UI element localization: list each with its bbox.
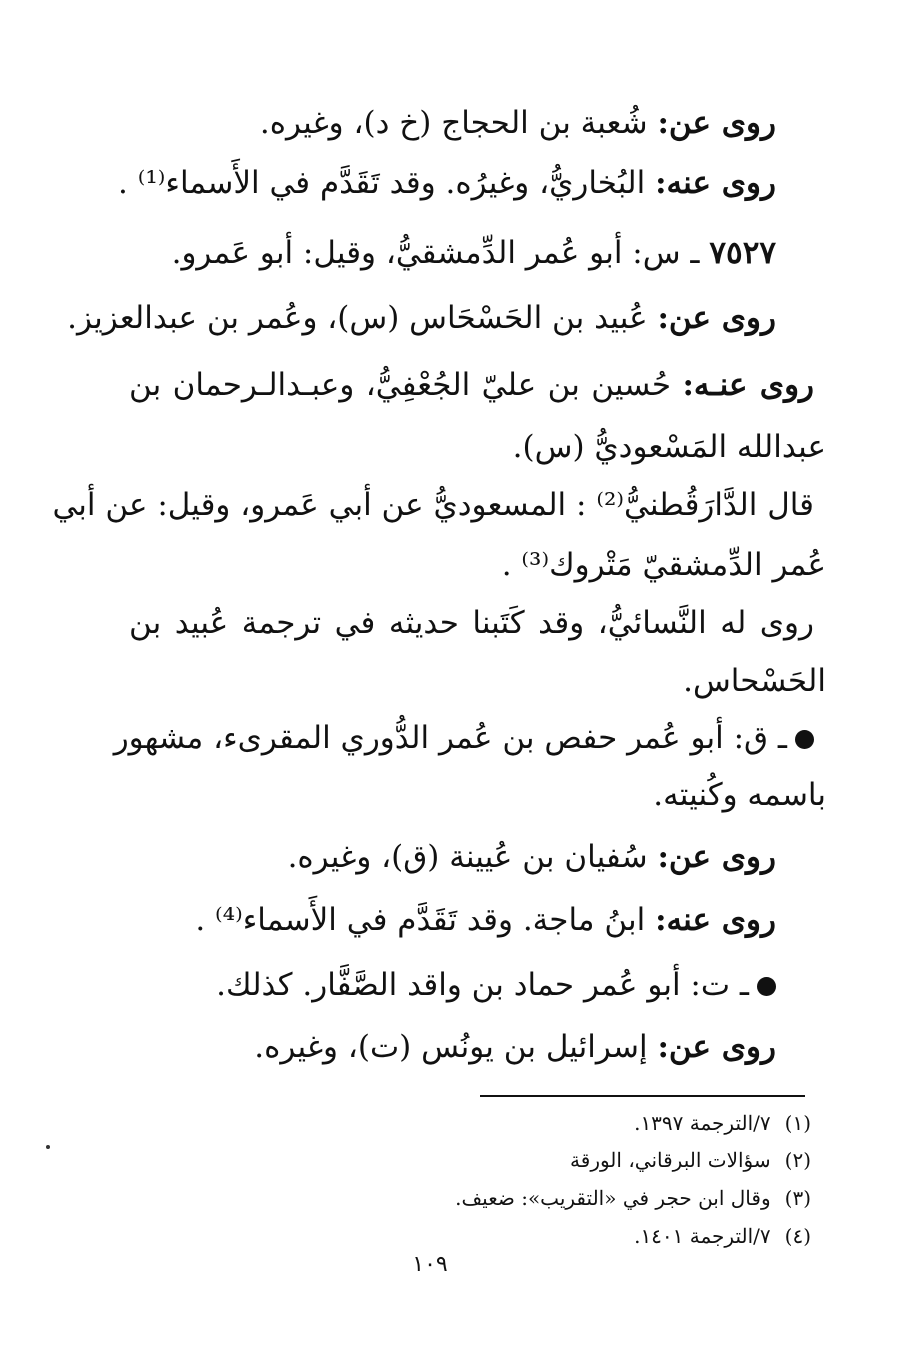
footnote-separator — [480, 1095, 805, 1097]
text-line-2 — [118, 165, 776, 201]
footnote-4 — [634, 1226, 811, 1246]
bullet-icon — [795, 730, 814, 749]
line-text: ابنُ ماجة. وقد تَقَدَّم في الأَسماء⁽⁴⁾ . — [195, 902, 646, 938]
line-text: باسمه وكُنيته. — [653, 777, 826, 813]
text-line-7 — [52, 487, 814, 523]
label-rawa-an: روى عن: — [657, 105, 776, 141]
footnote-number: (٤) — [784, 1224, 811, 1248]
footnote-number: (١) — [784, 1111, 811, 1135]
line-text: الحَسْحاس. — [683, 663, 826, 699]
line-text: شُعبة بن الحجاج (خ د)، وغيره. — [259, 105, 648, 141]
footnote-1 — [634, 1113, 811, 1133]
text-line-8 — [501, 547, 826, 583]
line-text: سُفيان بن عُيينة (ق)، وغيره. — [287, 839, 648, 875]
line-text: ـ س: أبو عُمر الدِّمشقيُّ، وقيل: أبو عَمرو. — [171, 235, 700, 271]
label-rawa-anhu: روى عنـه: — [682, 367, 815, 403]
line-text: ـ ق: أبو عُمر حفص بن عُمر الدُّوري المقرىء، مشهور — [113, 720, 787, 756]
text-line-5 — [129, 367, 815, 403]
text-line-15 — [216, 967, 776, 1003]
text-line-4 — [67, 300, 776, 336]
line-text: قال الدَّارَقُطنيُّ⁽²⁾ : المسعوديُّ عن أبي عَمرو، وقيل: عن أبي — [52, 487, 814, 523]
footnote-text: ٧/الترجمة ١٤٠١. — [634, 1224, 771, 1248]
line-text: عبدالله المَسْعوديُّ (س). — [512, 429, 826, 465]
label-rawa-anhu: روى عنه: — [655, 165, 776, 201]
line-text: البُخاريُّ، وغيرُه. وقد تَقَدَّم في الأَسماء⁽¹⁾ . — [118, 165, 646, 201]
text-line-1 — [259, 105, 776, 141]
line-text: حُسين بن عليّ الجُعْفِيُّ، وعبـدالـرحمان بن — [129, 367, 672, 403]
page-number: ١٠٩ — [412, 1252, 448, 1277]
line-text: عُمر الدِّمشقيّ مَتْروك⁽³⁾ . — [501, 547, 826, 583]
label-rawa-an: روى عن: — [657, 300, 776, 336]
text-line-9 — [129, 605, 814, 641]
entry-number: ٧٥٢٧ — [709, 235, 776, 271]
text-line-11 — [113, 720, 814, 756]
label-rawa-anhu: روى عنه: — [655, 902, 776, 938]
text-line-6 — [512, 429, 826, 465]
text-line-16 — [254, 1029, 776, 1065]
footnote-3 — [455, 1188, 811, 1208]
label-rawa-an: روى عن: — [657, 1029, 776, 1065]
footnote-number: (٣) — [784, 1186, 811, 1210]
footnote-text: ٧/الترجمة ١٣٩٧. — [634, 1111, 771, 1135]
line-text: عُبيد بن الحَسْحَاس (س)، وعُمر بن عبدالعزيز. — [67, 300, 648, 336]
text-line-10 — [683, 663, 826, 699]
text-line-3 — [171, 235, 776, 271]
line-text: روى له النَّسائيُّ، وقد كَتَبنا حديثه في ترجمة عُبيد بن — [129, 605, 814, 641]
text-line-13 — [287, 839, 776, 875]
text-line-12 — [653, 777, 826, 813]
text-line-14 — [195, 902, 776, 938]
paper-speck — [46, 1145, 50, 1149]
footnote-text: سؤالات البرقاني، الورقة — [570, 1148, 771, 1172]
bullet-icon — [757, 977, 776, 996]
footnote-text: وقال ابن حجر في «التقريب»: ضعيف. — [455, 1186, 771, 1210]
label-rawa-an: روى عن: — [657, 839, 776, 875]
footnote-number: (٢) — [784, 1148, 811, 1172]
footnote-2 — [570, 1150, 811, 1170]
line-text: إسرائيل بن يونُس (ت)، وغيره. — [254, 1029, 648, 1065]
line-text: ـ ت: أبو عُمر حماد بن واقد الصَّفَّار. كذلك. — [216, 967, 749, 1003]
